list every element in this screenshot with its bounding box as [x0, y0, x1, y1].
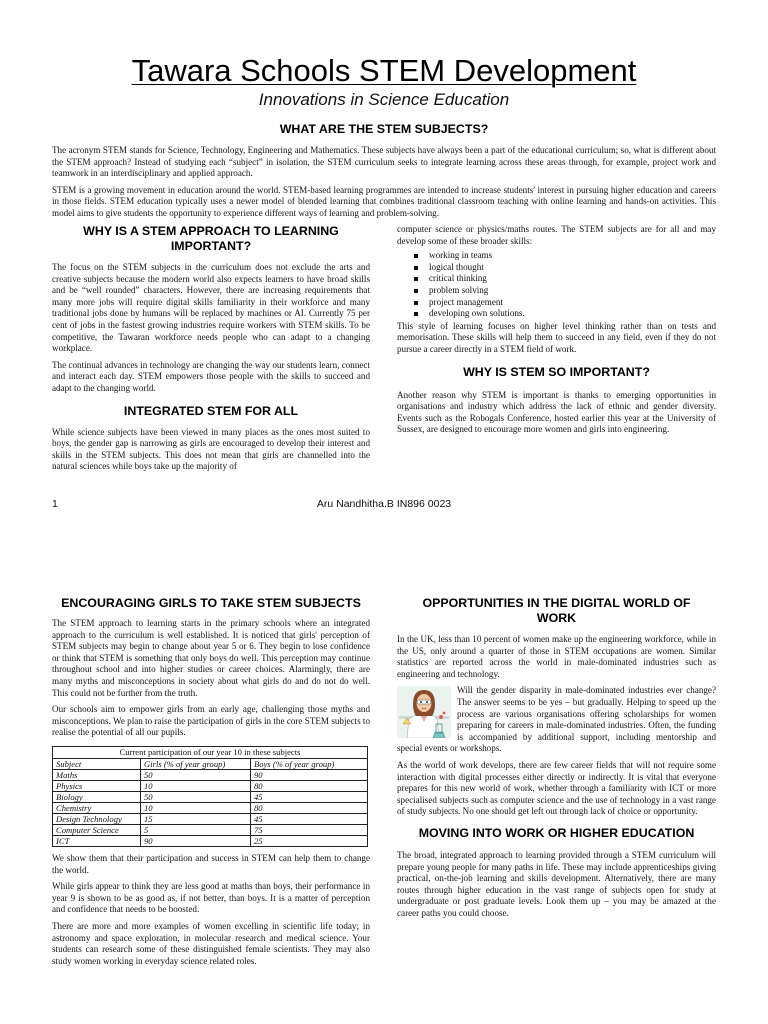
- list-item: logical thought: [412, 262, 716, 274]
- table-cell: 45: [251, 813, 368, 824]
- table-cell: 90: [141, 835, 251, 846]
- table-row: [53, 791, 368, 802]
- section-heading: WHAT ARE THE STEM SUBJECTS?: [279, 122, 489, 136]
- table-cell: Computer Science: [53, 824, 141, 835]
- paragraph: The continual advances in technology are changing the way our students learn, connect and interact each day. STEM empowers those people with the skills to succeed and adapt to the changing world.: [52, 359, 370, 393]
- section-heading: MOVING INTO WORK OR HIGHER EDUCATION: [418, 825, 695, 840]
- table-cell: 50: [141, 769, 251, 780]
- table-cell: ICT: [53, 835, 141, 846]
- footer-author: Aru Nandhitha.B IN896 0023: [316, 498, 452, 510]
- paragraph: There are more and more examples of women excelling in scientific life today; in astronomy and space exploration, in molecular research and medical science. Your students can research some of these distinguished female scientists. They may also study women working in everyday science related roles.: [52, 920, 370, 966]
- right-column: [397, 224, 716, 436]
- paragraph: As the world of work develops, there are few career fields that will not require some interaction with digital processes either directly or indirectly. It is vital that everyone prepares for this new world of work, whether through a familiarity with ICT or more specialised subjects such as computer science and the use of technology in a vast range of study subjects. No one should get left out through lack of choice or opportunity.: [397, 759, 716, 817]
- table-cell: 5: [141, 824, 251, 835]
- table-row: [53, 769, 368, 780]
- section-heading: WHY IS STEM SO IMPORTANT?: [463, 364, 650, 379]
- table-caption: Current participation of our year 10 in these subjects: [52, 746, 368, 758]
- table-cell: 80: [251, 802, 368, 813]
- left-column: [52, 596, 370, 967]
- table-cell: 90: [251, 769, 368, 780]
- paragraph: While science subjects have been viewed in many places as the ones most suited to boys, the gender gap is narrowing as girls are encouraged to develop their interest and skills in the STEM subjects. This does not mean that girls are channelled into the natural sciences while boys take up the majority of: [52, 426, 370, 472]
- skills-list: [397, 250, 716, 320]
- paragraph: The focus on the STEM subjects in the curriculum does not exclude the arts and creative subjects because the modern world also expects learners to have broad skills and be “well rounded” characters. However, there are increasing requirements that many more jobs will require digital skills familiarity in their workforce and many traditional jobs done by humans will be replaced by machines or AI. Currently 75 per cent of jobs in the fastest growing industries require workers with STEM skills. To be competitive, the Tawaran workforce needs people who can adapt to a changing workplace.: [52, 262, 370, 354]
- section-heading: INTEGRATED STEM FOR ALL: [123, 403, 299, 418]
- table-cell: Maths: [53, 769, 141, 780]
- image-paragraph: [397, 685, 716, 755]
- paragraph: We show them that their participation and success in STEM can help them to change the world.: [52, 852, 370, 875]
- paragraph: The STEM approach to learning starts in the primary schools where an integrated approach to the curriculum is well established. It is noticed that girls' perception of STEM subjects may begin to change about year 5 or 6. They begin to lose confidence or think that STEM is something that only boys do well. This perception may continue throughout school and into higher studies or career choices. Alarmingly, there are many myths and misconceptions in society about what girls do and do not do well. This could not be further from the truth.: [52, 618, 370, 698]
- table-cell: 10: [141, 802, 251, 813]
- paragraph: computer science or physics/maths routes. The STEM subjects are for all and may develop some of these broader skills:: [397, 224, 716, 246]
- table-cell: Physics: [53, 780, 141, 791]
- table-header: Boys (% of year group): [251, 758, 368, 769]
- list-item: working in teams: [412, 250, 716, 262]
- table-cell: Chemistry: [53, 802, 141, 813]
- participation-table: [52, 746, 368, 847]
- section-heading: ENCOURAGING GIRLS TO TAKE STEM SUBJECTS: [61, 596, 361, 610]
- table-row: [53, 802, 368, 813]
- section-stem-subjects: [52, 122, 716, 220]
- table-cell: Biology: [53, 791, 141, 802]
- paragraph: Our schools aim to empower girls from an early age, challenging those myths and misconceptions. We plan to raise the participation of girls in the core STEM subjects to realise the potential of all our pupils.: [52, 704, 370, 738]
- document-subtitle: Innovations in Science Education: [258, 90, 510, 109]
- left-column: [52, 224, 370, 473]
- paragraph: This style of learning focuses on higher level thinking rather than on tests and memorisation. These skills will help them to succeed in any field, even if they do not pursue a career directly in a STEM field of work.: [397, 320, 716, 354]
- scientist-icon: [397, 686, 451, 738]
- table-cell: Design Technology: [53, 813, 141, 824]
- table-cell: 50: [141, 791, 251, 802]
- table-row: [53, 835, 368, 846]
- paragraph: While girls appear to think they are less good at maths than boys, their performance in year 9 is shown to be as good as, if not better, than boys. It is a matter of perception and confidence that needs to be boosted.: [52, 881, 370, 915]
- list-item: problem solving: [412, 285, 716, 297]
- paragraph: STEM is a growing movement in education around the world. STEM-based learning programmes are intended to increase students' interest in pursuing higher education and careers in those fields. STEM education typically uses a newer model of blended learning that combines traditional classroom teaching with online learning and hands-on activities. This model aims to give students the opportunity to experience different ways of learning and problem-solving.: [52, 184, 716, 218]
- table-cell: 45: [251, 791, 368, 802]
- table-header-row: [53, 758, 368, 769]
- table-cell: 25: [251, 835, 368, 846]
- list-item: critical thinking: [412, 273, 716, 285]
- page-number: 1: [52, 498, 58, 510]
- table-row: [53, 813, 368, 824]
- table-cell: 75: [251, 824, 368, 835]
- page-2: [0, 560, 768, 1024]
- section-heading: OPPORTUNITIES IN THE DIGITAL WORLD OF WORK: [422, 596, 691, 625]
- right-column: [397, 596, 716, 919]
- paragraph: Will the gender disparity in male-dominated industries ever change? The answer seems to be yes – but gradually. Helping to speed up the process are various organisations offering scholarships for women preparing for careers in male-dominated industries. Often, the funding is accompanied by additional support, including mentorship and special events or workshops.: [397, 685, 716, 754]
- document-title: Tawara Schools STEM Development: [131, 53, 637, 88]
- paragraph: The acronym STEM stands for Science, Technology, Engineering and Mathematics. These subjects have always been a part of the educational curriculum; so, what is different about the STEM approach? Instead of studying each “subject” in isolation, the STEM curriculum seeks to integrate learning across these areas through, for example, project work and teamwork in an interdisciplinary and applied approach.: [52, 145, 716, 179]
- list-item: developing own solutions.: [412, 308, 716, 320]
- paragraph: The broad, integrated approach to learning provided through a STEM curriculum will prepare young people for many paths in life. These may include apprenticeships giving practical, on-the-job learning and skills development. Alternatively, there are many routes through higher education in the vast range of subjects open for study at undergraduate or post graduate levels. Look them up – you may be amazed at the career paths you could choose.: [397, 849, 716, 918]
- table-header: Subject: [53, 758, 141, 769]
- table-cell: 10: [141, 780, 251, 791]
- section-heading: WHY IS A STEM APPROACH TO LEARNING IMPORTANT?: [83, 224, 339, 253]
- paragraph: In the UK, less than 10 percent of women make up the engineering workforce, while in the US, only around a quarter of those in STEM occupations are women. Similar statistics are reported across the world in male-dominated industries such as engineering and technology.: [397, 634, 716, 679]
- list-item: project management: [412, 297, 716, 309]
- paragraph: Another reason why STEM is important is thanks to emerging opportunities in organisations and industry which address the lack of ethnic and gender diversity. Events such as the Robogals Conference, hosted earlier this year at the University of Sussex, are designed to encourage more women and girls into engineering.: [397, 389, 716, 435]
- table-cell: 80: [251, 780, 368, 791]
- table-cell: 15: [141, 813, 251, 824]
- table-row: [53, 780, 368, 791]
- table-header: Girls (% of year group): [141, 758, 251, 769]
- table-row: [53, 824, 368, 835]
